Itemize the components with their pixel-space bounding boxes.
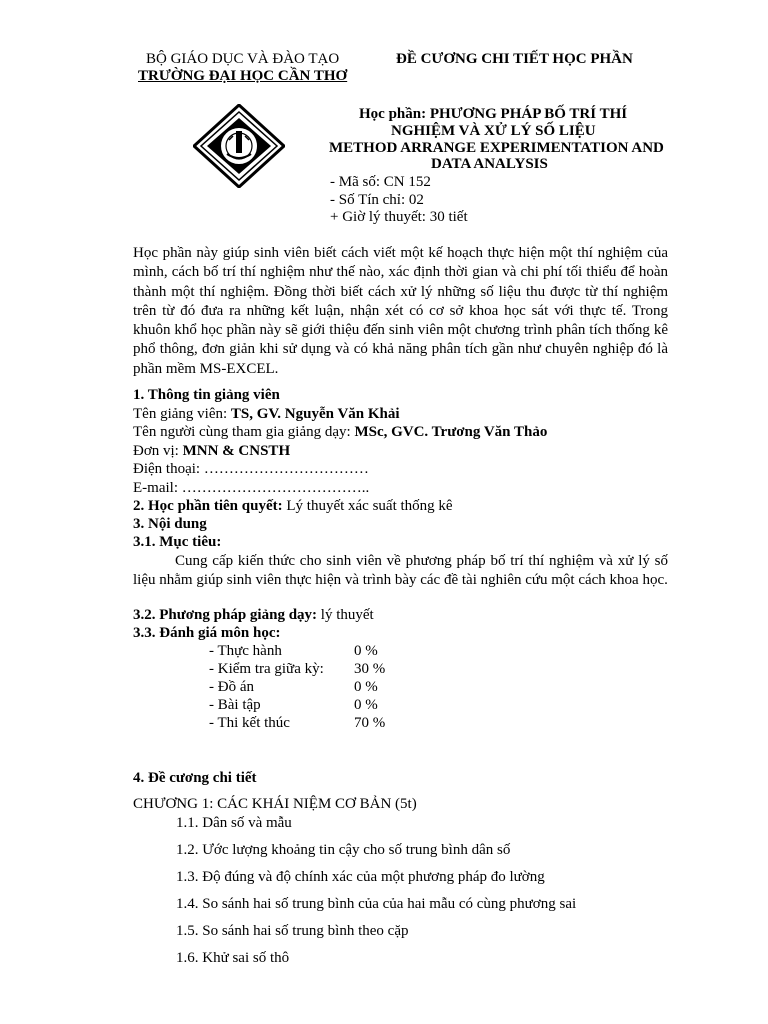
evaluation-value: 0 %	[354, 679, 378, 695]
co-lecturer-row	[133, 424, 547, 441]
course-title-en-line1: METHOD ARRANGE EXPERIMENTATION AND	[329, 140, 664, 156]
document-title: ĐỀ CƯƠNG CHI TIẾT HỌC PHẦN	[396, 51, 633, 67]
chapter-1-title: CHƯƠNG 1: CÁC KHÁI NIỆM CƠ BẢN (5t)	[133, 796, 417, 812]
evaluation-row	[209, 697, 378, 714]
prerequisite-row	[133, 498, 453, 515]
phone-row: Điện thoại: ……………………………	[133, 461, 369, 477]
course-code: - Mã số: CN 152	[330, 174, 431, 190]
prerequisite-value: Lý thuyết xác suất thống kê	[282, 498, 453, 514]
evaluation-label: - Kiểm tra giữa kỳ:	[209, 661, 324, 677]
evaluation-heading: 3.3. Đánh giá môn học:	[133, 625, 281, 641]
evaluation-label: - Thi kết thúc	[209, 715, 290, 731]
outline-item: 1.6. Khử sai số thô	[176, 950, 290, 966]
course-title-line2: NGHIỆM VÀ XỬ LÝ SỐ LIỆU	[391, 123, 596, 139]
course-title-en-line2: DATA ANALYSIS	[431, 156, 548, 172]
course-hours: + Giờ lý thuyết: 30 tiết	[330, 209, 468, 225]
outline-item: 1.5. So sánh hai số trung bình theo cặp	[176, 923, 409, 939]
university-logo-icon	[193, 104, 285, 188]
teaching-method-value: lý thuyết	[317, 607, 374, 623]
evaluation-row	[209, 661, 385, 678]
evaluation-value: 0 %	[354, 643, 378, 659]
content-heading: 3. Nội dung	[133, 516, 207, 532]
co-lecturer-value: MSc, GVC. Trương Văn Thảo	[354, 424, 548, 440]
unit-label: Đơn vị:	[133, 443, 183, 459]
goal-heading: 3.1. Mục tiêu:	[133, 534, 222, 550]
course-title-line1: Học phần: PHƯƠNG PHÁP BỐ TRÍ THÍ	[359, 106, 628, 122]
outline-heading: 4. Đề cương chi tiết	[133, 770, 257, 786]
evaluation-value: 30 %	[354, 661, 386, 677]
outline-item: 1.3. Độ đúng và độ chính xác của một phương pháp đo lường	[176, 869, 545, 885]
evaluation-value: 0 %	[354, 697, 378, 713]
evaluation-label: - Bài tập	[209, 697, 261, 713]
lecturer-name-value: TS, GV. Nguyễn Văn Khải	[230, 406, 400, 422]
email-row: E-mail: ………………………………..	[133, 480, 370, 496]
course-credits: - Số Tín chỉ: 02	[330, 192, 424, 208]
evaluation-row	[209, 679, 378, 696]
outline-item: 1.4. So sánh hai số trung bình của của hai mẫu có cùng phương sai	[176, 896, 577, 912]
evaluation-value: 70 %	[354, 715, 386, 731]
lecturer-name-row	[133, 406, 400, 423]
teaching-method-label: 3.2. Phương pháp giảng dạy:	[133, 607, 318, 623]
outline-item: 1.1. Dân số và mẫu	[176, 815, 292, 831]
evaluation-row	[209, 643, 378, 660]
prerequisite-label: 2. Học phần tiên quyết:	[133, 498, 283, 514]
unit-value: MNN & CNSTH	[182, 443, 291, 459]
unit-row	[133, 443, 290, 460]
evaluation-row	[209, 715, 385, 732]
lecturer-heading: 1. Thông tin giảng viên	[133, 387, 280, 403]
goal-paragraph: Cung cấp kiến thức cho sinh viên về phương pháp bố trí thí nghiệm và xử lý số liệu nhằm giúp sinh viên thực hiện và trình bày các đề tài nghiên cứu một cách khoa học.	[133, 553, 668, 589]
lecturer-name-label: Tên giảng viên:	[133, 406, 231, 422]
ministry-name: BỘ GIÁO DỤC VÀ ĐÀO TẠO	[146, 51, 340, 67]
teaching-method-row	[133, 607, 374, 624]
evaluation-label: - Đồ án	[209, 679, 254, 695]
evaluation-label: - Thực hành	[209, 643, 282, 659]
co-lecturer-label: Tên người cùng tham gia giảng dạy:	[133, 424, 355, 440]
outline-item: 1.2. Ước lượng khoảng tin cậy cho số trung bình dân số	[176, 842, 511, 858]
university-name: TRƯỜNG ĐẠI HỌC CẦN THƠ	[138, 68, 348, 84]
intro-paragraph: Học phần này giúp sinh viên biết cách viết một kế hoạch thực hiện một thí nghiệm của mình, cách bố trí thí nghiệm như thế nào, xác định thời gian và chi phí tối thiểu để hoàn thành một thí nghiệm. Đồng thời biết cách xử lý những số liệu thu được từ thí nghiệm trên từ đó đưa ra những kết luận, nhận xét có cơ sở khoa học sát với thực tế. Trong khuôn khổ học phần này sẽ giới thiệu đến sinh viên một chương trình phân tích thống kê phổ thông, đơn giản khi sử dụng và có khả năng phân tích gần như chuyên nghiệp đó là phần mềm MS-EXCEL.	[133, 245, 668, 377]
